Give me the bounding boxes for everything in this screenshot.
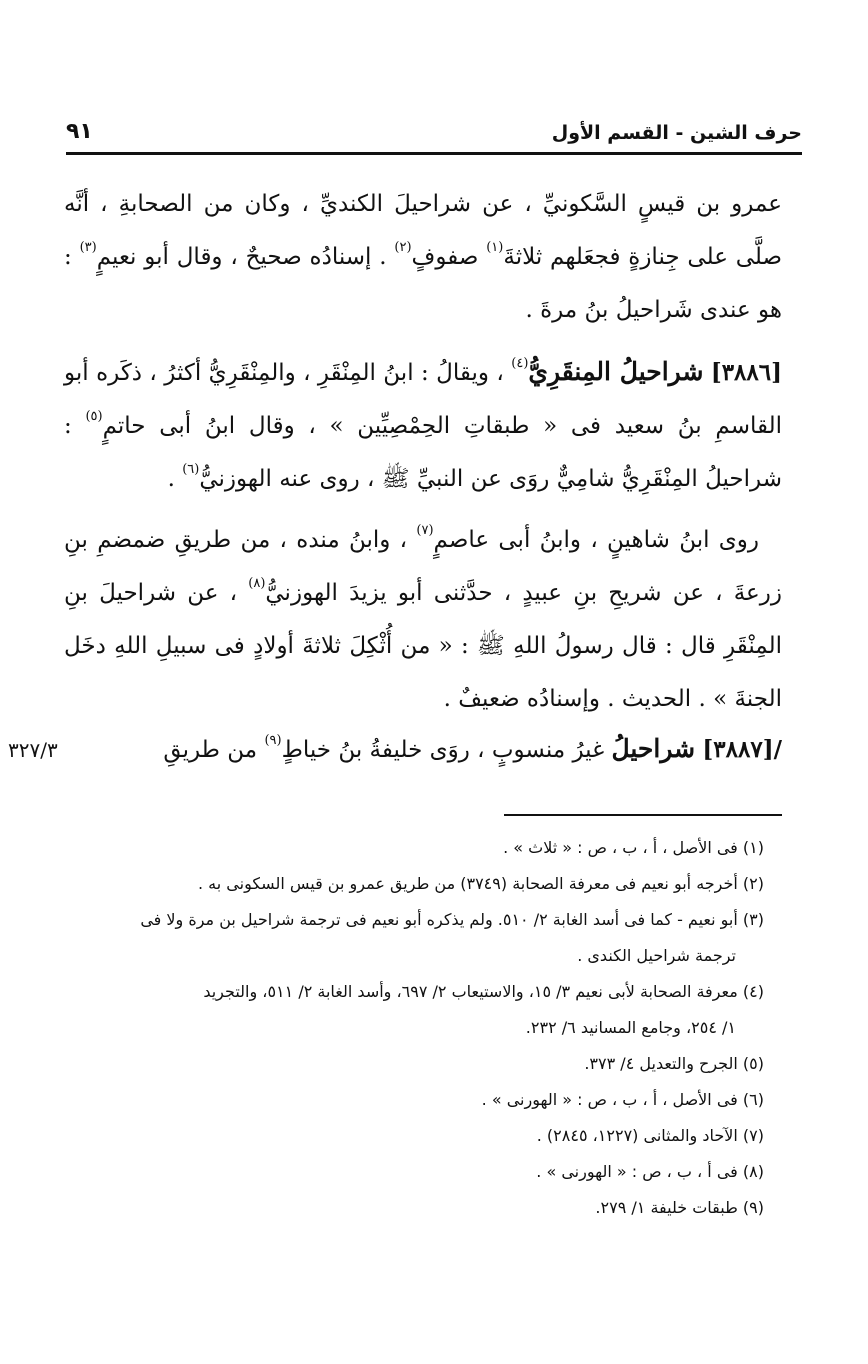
footnote-9 [76,1190,764,1226]
text-run: غيرُ منسوبٍ ، روَى خليفةُ بنُ خياطٍ [281,737,605,763]
entry-number: /[٣٨٨٧] [702,736,782,763]
footnote-text: (٥) الجرح والتعديل ٤/ ٣٧٣. [584,1054,764,1073]
text-run: ، وابنُ منده ، من طريقِ ضمضمِ بنِ زرعةَ ، عن شريحِ بنِ عبيدٍ ، حدَّثنى أبو يزيدَ الهوزنيُّ [64,527,782,606]
footnote-5 [76,1046,764,1082]
footnote-ref[interactable]: (٦) [182,462,200,478]
footnote-ref[interactable]: (٨) [248,576,266,592]
footnote-text: (٧) الآحاد والمثانى (١٢٢٧، ٢٨٤٥) . [536,1126,764,1145]
footnote-ref[interactable]: (٢) [394,240,412,256]
footnote-3 [76,902,764,974]
text-run: عمرو بن قيسٍ السَّكونيِّ ، عن شراحيلَ الكنديِّ ، وكان من الصحابةِ ، أنَّه صلَّى على جِنازةٍ فجعَلهم ثلاثةَ [64,191,783,270]
footnote-6 [76,1082,764,1118]
footnote-1 [76,830,764,866]
text-run: : هو عندى شَراحيلُ بنُ مرةَ . [64,244,782,323]
footnotes [76,830,764,1226]
text-run: من طريقِ [163,737,258,763]
footnote-2 [76,866,764,902]
page-number: ٩١ [66,119,93,144]
header-rule [66,152,802,155]
footnote-continuation: ١/ ٢٥٤، وجامع المسانيد ٦/ ٢٣٢. [525,1018,736,1037]
text-run: . إسنادُه صحيحٌ ، وقال أبو نعيمٍ [96,244,387,270]
footnote-text: (٤) معرفة الصحابة لأبى نعيم ٣/ ١٥، والاستيعاب ٢/ ٦٩٧، وأسد الغابة ٢/ ٥١١، والتجريد [203,982,764,1001]
marginal-reference: ٣٢٧/٣ [8,738,58,762]
footnote-ref[interactable]: (٥) [85,409,103,425]
entry-3887-text [163,722,782,777]
entry-3887 [8,722,782,777]
footnote-continuation: ترجمة شراحيل الكندى . [577,946,736,965]
footnote-4 [76,974,764,1046]
footnote-ref[interactable]: (١) [486,240,504,256]
text-run: : شراحيلُ المِنْقَرِيُّ شامِيٌّ روَى عن النبيِّ ﷺ ، روى عنه الهوزنيُّ [64,413,782,492]
footnote-ref[interactable]: (٤) [511,356,529,372]
footnote-text: (٦) فى الأصل ، أ ، ب ، ص : « الهورنى » . [481,1090,764,1109]
entry-name: شراحيلُ المِنقَرِيُّ [528,357,704,386]
running-header [66,108,802,144]
footnote-text: (١) فى الأصل ، أ ، ب ، ص : « ثلاث » . [503,838,764,857]
footnote-7 [76,1118,764,1154]
footnote-ref[interactable]: (٩) [264,733,282,749]
footnote-ref[interactable]: (٧) [416,523,434,539]
text-run: . [167,466,175,492]
footnote-text: (٢) أخرجه أبو نعيم فى معرفة الصحابة (٣٧٤٩) من طريق عمرو بن قيس السكونى به . [197,874,764,893]
footnote-ref[interactable]: (٣) [79,240,97,256]
text-run: ، ويقالُ : ابنُ المِنْقَرِ ، والمِنْقَرِيُّ أكثرُ ، ذكَره أبو القاسمِ بنُ سعيد فى « طبقاتِ الحِمْصِيِّين » ، وقال ابنُ أبى حاتمٍ [64,360,783,439]
text-run: ، عن شراحيلَ بنِ المِنْقَرِ قال : قال رسولُ اللهِ ﷺ : « من أُثْكِلَ ثلاثةَ أولادٍ فى سبيلِ اللهِ دخَل الجنةَ » . الحديث . وإسنادُه ضعيفٌ . [64,580,782,712]
footnote-8 [76,1154,764,1190]
main-text [64,178,782,726]
footnote-text: (٩) طبقات خليفة ١/ ٢٧٩. [595,1198,764,1217]
entry-number: [٣٨٨٦] [710,359,783,386]
paragraph-3 [64,514,782,726]
paragraph-1 [64,178,782,337]
footnote-text: (٨) فى أ ، ب ، ص : « الهورنى » . [536,1162,764,1181]
footnote-text: (٣) أبو نعيم - كما فى أسد الغابة ٢/ ٥١٠. ولم يذكره أبو نعيم فى ترجمة شراحيل بن مرة ولا فى [140,910,764,929]
footnote-rule [504,814,782,816]
entry-name: شراحيلُ [611,734,696,763]
text-run: صفوفٍ [411,244,479,270]
entry-3886 [64,345,782,506]
header-title: حرف الشين - القسم الأول [551,122,802,144]
text-run: روى ابنُ شاهينٍ ، وابنُ أبى عاصمٍ [433,527,759,553]
